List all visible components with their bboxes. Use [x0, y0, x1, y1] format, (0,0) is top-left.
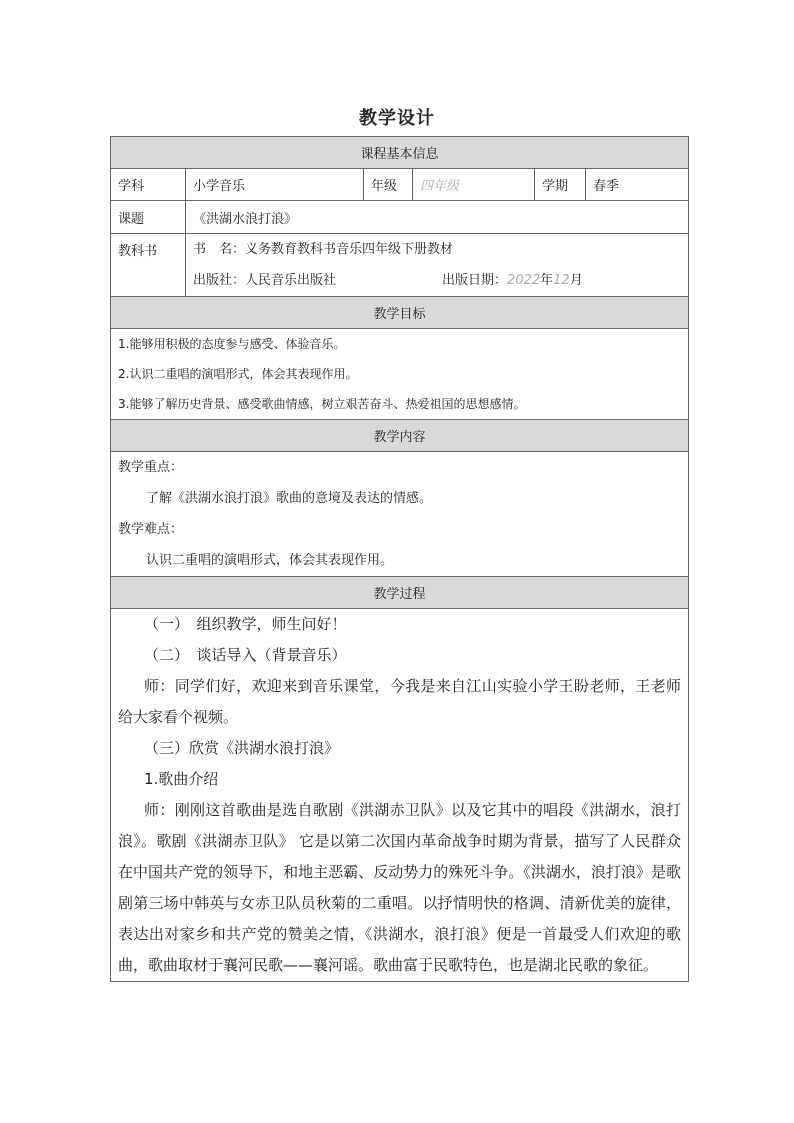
section-objectives [111, 297, 689, 329]
subject-label: 学科 [111, 169, 186, 201]
pub-year: 2022 [507, 273, 541, 288]
objective-item: 1.能够用积极的态度参与感受、体验音乐。 [118, 337, 346, 351]
content-row [111, 452, 689, 577]
objective-item: 3.能够了解历史背景、感受歌曲情感，树立艰苦奋斗、热爱祖国的思想感情。 [118, 397, 526, 411]
month-char: 月 [569, 273, 583, 288]
objectives-row [111, 329, 689, 420]
publisher-line [193, 265, 681, 296]
topic-row [111, 201, 689, 234]
subject-value: 小学音乐 [186, 169, 364, 201]
section-header-basic-info: 课程基本信息 [111, 137, 689, 169]
objective-item: 2.认识二重唱的演唱形式，体会其表现作用。 [118, 367, 358, 381]
pub-date-label: 出版日期： [442, 273, 508, 288]
process-subheading-song-intro: 1.歌曲介绍 [144, 770, 219, 788]
process-body [111, 609, 689, 982]
lesson-plan-table [110, 136, 689, 982]
section-process [111, 577, 689, 609]
section-header-objectives: 教学目标 [111, 297, 689, 329]
pub-month: 12 [553, 273, 570, 288]
document-title: 教学设计 [359, 108, 435, 129]
content-body [111, 452, 689, 577]
difficulty-text: 认识二重唱的演唱形式，体会其表现作用。 [146, 553, 394, 568]
process-step-3: （三）欣赏《洪湖水浪打浪》 [144, 739, 340, 757]
grade-label: 年级 [364, 169, 413, 201]
textbook-label: 教科书 [111, 234, 186, 297]
section-header-content: 教学内容 [111, 420, 689, 452]
key-points-label: 教学重点： [118, 460, 184, 475]
process-paragraph-intro: 师：同学们好，欢迎来到音乐课堂，今我是来自江山实验小学王盼老师，王老师给大家看个视频。 [118, 677, 682, 726]
process-step-1: （一） 组织教学，师生问好！ [144, 615, 347, 633]
process-row [111, 609, 689, 982]
book-name-label: 书 名： [193, 242, 246, 257]
textbook-details [186, 234, 689, 297]
section-basic-info [111, 137, 689, 169]
process-step-2: （二） 谈话导入（背景音乐） [144, 646, 347, 664]
section-header-process: 教学过程 [111, 577, 689, 609]
difficulty-label: 教学难点： [118, 522, 184, 537]
grade-value: 四年级 [413, 169, 535, 201]
book-name-line [193, 234, 681, 265]
topic-value: 《洪湖水浪打浪》 [186, 201, 689, 234]
term-label: 学期 [535, 169, 586, 201]
term-value: 春季 [586, 169, 689, 201]
textbook-row [111, 234, 689, 297]
topic-label: 课题 [111, 201, 186, 234]
process-paragraph-song-intro: 师：刚刚这首歌曲是选自歌剧《洪湖赤卫队》以及它其中的唱段《洪湖水，浪打浪》。歌剧《洪湖赤卫队》 它是以第二次国内革命战争时期为背景，描写了人民群众在中国共产党的领导下，和地主恶霸、反动势力的殊死斗争。《洪湖水，浪打浪》是歌剧第三场中韩英与女赤卫队员秋菊的二重唱。以抒情明快的格调、清新优美的旋律，表达出对家乡和共产党的赞美之情，《洪湖水，浪打浪》便是一首最受人们欢迎的歌曲，歌曲取材于襄河民歌——襄河谣。歌曲富于民歌特色，也是湖北民歌的象征。 [118, 801, 682, 974]
publisher-label: 出版社： [193, 273, 246, 288]
info-row [111, 169, 689, 201]
section-content [111, 420, 689, 452]
objectives-list [111, 329, 689, 420]
year-char: 年 [540, 273, 554, 288]
publisher-value: 人民音乐出版社 [245, 273, 337, 288]
key-points-text: 了解《洪湖水浪打浪》歌曲的意境及表达的情感。 [146, 491, 433, 506]
book-name-value: 义务教育教科书音乐四年级下册教材 [245, 242, 454, 257]
